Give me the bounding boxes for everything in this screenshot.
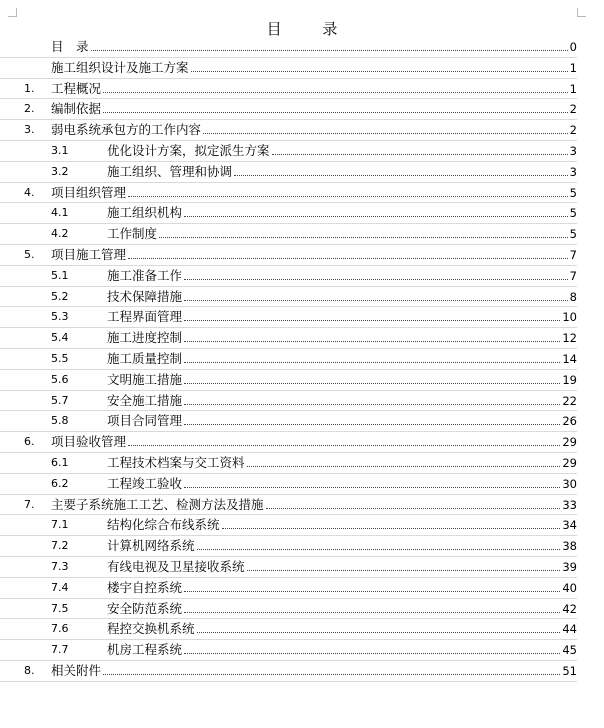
toc-entry-page-number: 19 (562, 372, 577, 387)
toc-dot-leader (184, 278, 568, 280)
toc-entry-line (51, 495, 577, 516)
toc-entry-page-number: 3 (569, 164, 577, 179)
toc-entry-page-number: 38 (562, 539, 577, 554)
toc-dot-leader (247, 465, 561, 467)
toc-entry-page-number: 7 (569, 247, 577, 262)
toc-entry[interactable] (0, 287, 604, 308)
toc-entry-title[interactable]: 文明施工措施 (107, 370, 184, 391)
toc-entry-title[interactable]: 安全防范系统 (107, 599, 184, 620)
toc-entry-line (51, 245, 577, 266)
toc-entry-line (107, 162, 577, 183)
toc-entry-page-number: 34 (562, 518, 577, 533)
toc-entry[interactable] (0, 37, 604, 58)
toc-dot-leader (184, 403, 560, 405)
toc-entry-title[interactable]: 程控交换机系统 (107, 619, 197, 640)
toc-entry-line (107, 203, 577, 224)
toc-entry[interactable] (0, 307, 604, 328)
toc-entry-page-number: 51 (562, 663, 577, 678)
toc-entry-page-number: 5 (569, 206, 577, 221)
toc-entry-line (107, 328, 577, 349)
toc-entry-page-number: 30 (562, 476, 577, 491)
toc-entry-line (107, 411, 577, 432)
toc-entry-line (107, 370, 577, 391)
toc-entry-title[interactable]: 施工进度控制 (107, 328, 184, 349)
toc-entry-line (107, 619, 577, 640)
toc-dot-leader (247, 569, 561, 571)
toc-entry-page-number: 10 (562, 310, 577, 325)
toc-entry-title[interactable]: 编制依据 (51, 99, 103, 120)
toc-entry-number: 7.6 (51, 622, 69, 636)
toc-entry-page-number: 2 (569, 102, 577, 117)
toc-dot-leader (184, 652, 560, 654)
toc-entry-title[interactable]: 项目合同管理 (107, 411, 184, 432)
toc-dot-leader (184, 361, 560, 363)
toc-entry-page-number: 45 (562, 643, 577, 658)
toc-entry-number: 6. (24, 435, 35, 449)
toc-entry-page-number: 0 (569, 40, 577, 54)
toc-entry-title[interactable]: 工程界面管理 (107, 307, 184, 328)
toc-entry-number: 4.1 (51, 206, 69, 220)
toc-entry-page-number: 26 (562, 414, 577, 429)
toc-entry-page-number: 40 (562, 580, 577, 595)
toc-entry-title[interactable]: 弱电系统承包方的工作内容 (51, 120, 203, 141)
page-corner-mark-left (8, 8, 17, 17)
toc-entry-number: 4. (24, 185, 35, 199)
toc-entry[interactable] (0, 370, 604, 391)
toc-entry-line (51, 661, 577, 682)
toc-entry-number: 5.6 (51, 372, 69, 386)
toc-entry-line (107, 266, 577, 287)
toc-entry[interactable] (0, 162, 604, 183)
toc-entry-number: 1. (24, 81, 35, 95)
toc-dot-leader (266, 507, 561, 509)
toc-entry-line (107, 141, 577, 162)
toc-entry-page-number: 5 (569, 185, 577, 200)
toc-dot-leader (184, 423, 560, 425)
toc-dot-leader (197, 548, 561, 550)
toc-entry[interactable] (0, 557, 604, 578)
toc-entry-title[interactable]: 施工组织机构 (107, 203, 184, 224)
toc-entry-page-number: 33 (562, 497, 577, 512)
page-corner-mark-right (577, 8, 586, 17)
toc-entry-line (51, 183, 577, 204)
toc-entry-line (107, 599, 577, 620)
toc-entry-page-number: 5 (569, 227, 577, 242)
toc-entry-number: 5. (24, 247, 35, 261)
toc-dot-leader (128, 444, 560, 446)
toc-dot-leader (184, 215, 568, 217)
toc-entry-number: 7.2 (51, 539, 69, 553)
toc-entry[interactable] (0, 578, 604, 599)
toc-dot-leader (184, 611, 560, 613)
toc-entry-line (107, 640, 577, 661)
toc-entry-number: 6.2 (51, 476, 69, 490)
toc-dot-leader (103, 91, 568, 93)
toc-entry-line (51, 58, 577, 79)
toc-dot-leader (91, 49, 568, 51)
toc-row-underline (0, 681, 577, 682)
toc-entry-number: 5.3 (51, 310, 69, 324)
toc-dot-leader (128, 257, 568, 259)
toc-entry-title[interactable]: 施工组织设计及施工方案 (51, 58, 191, 79)
toc-entry-number: 6.1 (51, 455, 69, 469)
toc-entry-number: 7.1 (51, 518, 69, 532)
toc-entry-page-number: 39 (562, 559, 577, 574)
toc-entry-number: 7.5 (51, 601, 69, 615)
toc-entry-title[interactable]: 优化设计方案，拟定派生方案 (107, 141, 272, 162)
toc-entry-page-number: 1 (569, 81, 577, 96)
toc-entry[interactable] (0, 328, 604, 349)
toc-entry[interactable] (0, 474, 604, 495)
toc-entry[interactable] (0, 245, 604, 266)
toc-dot-leader (103, 673, 560, 675)
toc-entry[interactable] (0, 391, 604, 412)
toc-entry[interactable] (0, 203, 604, 224)
toc-entry-page-number: 1 (569, 60, 577, 75)
toc-dot-leader (234, 174, 568, 176)
toc-entry-page-number: 42 (562, 601, 577, 616)
toc-dot-leader (184, 382, 560, 384)
toc-entry-number: 7.3 (51, 559, 69, 573)
toc-entry-number: 4.2 (51, 227, 69, 241)
toc-entry-line (51, 79, 577, 100)
toc-entry-title[interactable]: 主要子系统施工工艺、检测方法及措施 (51, 495, 266, 516)
toc-entry-title[interactable]: 技术保障措施 (107, 287, 184, 308)
toc-entry-line (107, 557, 577, 578)
toc-entry[interactable] (0, 58, 604, 79)
toc-entry-number: 7.4 (51, 580, 69, 594)
toc-entry[interactable] (0, 640, 604, 661)
toc-entry-title[interactable]: 机房工程系统 (107, 640, 184, 661)
toc-entry-title[interactable]: 安全施工措施 (107, 391, 184, 412)
toc-entry[interactable] (0, 411, 604, 432)
toc-dot-leader (159, 236, 568, 238)
toc-entry-number: 5.8 (51, 414, 69, 428)
toc-entry-title[interactable]: 工程竣工验收 (107, 474, 184, 495)
toc-entry-line (107, 578, 577, 599)
toc-entry-number: 3.1 (51, 143, 69, 157)
toc-entry-line (51, 432, 577, 453)
toc-entry-number: 3. (24, 123, 35, 137)
toc-entry-title[interactable]: 目 录 (51, 37, 91, 58)
toc-dot-leader (128, 195, 568, 197)
toc-dot-leader (184, 299, 568, 301)
table-of-contents (0, 37, 604, 682)
toc-entry-title[interactable]: 施工质量控制 (107, 349, 184, 370)
toc-entry-page-number: 22 (562, 393, 577, 408)
toc-entry[interactable] (0, 536, 604, 557)
toc-entry-page-number: 7 (569, 268, 577, 283)
toc-entry-line (107, 453, 577, 474)
toc-dot-leader (222, 527, 561, 529)
toc-dot-leader (203, 132, 568, 134)
toc-entry-title[interactable]: 项目组织管理 (51, 183, 128, 204)
toc-dot-leader (184, 590, 560, 592)
toc-entry[interactable] (0, 432, 604, 453)
toc-entry[interactable] (0, 619, 604, 640)
toc-entry-number: 5.2 (51, 289, 69, 303)
toc-dot-leader (184, 340, 560, 342)
toc-entry-line (107, 307, 577, 328)
toc-dot-leader (184, 486, 560, 488)
toc-entry-line (107, 349, 577, 370)
toc-entry[interactable] (0, 79, 604, 100)
toc-entry-title[interactable]: 计算机网络系统 (107, 536, 197, 557)
toc-dot-leader (103, 111, 568, 113)
toc-entry-line (107, 474, 577, 495)
toc-entry[interactable] (0, 120, 604, 141)
toc-entry-page-number: 44 (562, 622, 577, 637)
toc-entry-title[interactable]: 相关附件 (51, 661, 103, 682)
toc-entry-number: 5.1 (51, 268, 69, 282)
toc-entry-title[interactable]: 项目施工管理 (51, 245, 128, 266)
toc-entry-title[interactable]: 施工准备工作 (107, 266, 184, 287)
toc-dot-leader (184, 319, 560, 321)
toc-entry-line (107, 536, 577, 557)
toc-entry-number: 3.2 (51, 164, 69, 178)
toc-entry-page-number: 8 (569, 289, 577, 304)
toc-entry-title[interactable]: 项目验收管理 (51, 432, 128, 453)
toc-title: 目 录 (266, 20, 356, 38)
toc-entry-page-number: 14 (562, 351, 577, 366)
toc-entry[interactable] (0, 266, 604, 287)
toc-entry-number: 5.4 (51, 331, 69, 345)
toc-dot-leader (197, 631, 561, 633)
toc-dot-leader (191, 70, 568, 72)
toc-entry-title[interactable]: 工作制度 (107, 224, 159, 245)
toc-entry-title[interactable]: 有线电视及卫星接收系统 (107, 557, 247, 578)
toc-entry[interactable] (0, 515, 604, 536)
toc-entry-page-number: 2 (569, 123, 577, 138)
toc-entry-line (51, 99, 577, 120)
toc-entry-page-number: 3 (569, 143, 577, 158)
toc-entry-line (51, 37, 577, 58)
toc-entry-line (51, 120, 577, 141)
toc-entry-line (107, 515, 577, 536)
toc-entry-number: 2. (24, 102, 35, 116)
toc-entry-number: 5.5 (51, 351, 69, 365)
toc-entry-title[interactable]: 工程概况 (51, 79, 103, 100)
toc-entry[interactable] (0, 183, 604, 204)
toc-entry-page-number: 12 (562, 331, 577, 346)
toc-entry-title[interactable]: 楼宇自控系统 (107, 578, 184, 599)
toc-entry[interactable] (0, 599, 604, 620)
toc-entry[interactable] (0, 495, 604, 516)
toc-entry[interactable] (0, 224, 604, 245)
toc-entry-title[interactable]: 结构化综合布线系统 (107, 515, 222, 536)
toc-entry-page-number: 29 (562, 455, 577, 470)
toc-entry-page-number: 29 (562, 435, 577, 450)
toc-entry[interactable] (0, 661, 604, 682)
toc-entry[interactable] (0, 99, 604, 120)
toc-entry-number: 7.7 (51, 643, 69, 657)
toc-entry-number: 5.7 (51, 393, 69, 407)
toc-entry-line (107, 391, 577, 412)
toc-entry-line (107, 287, 577, 308)
toc-entry-title[interactable]: 施工组织、管理和协调 (107, 162, 234, 183)
toc-entry[interactable] (0, 453, 604, 474)
toc-dot-leader (272, 153, 568, 155)
toc-entry-number: 8. (24, 663, 35, 677)
toc-entry-title[interactable]: 工程技术档案与交工资料 (107, 453, 247, 474)
toc-entry[interactable] (0, 349, 604, 370)
toc-entry-line (107, 224, 577, 245)
toc-entry-number: 7. (24, 497, 35, 511)
toc-entry[interactable] (0, 141, 604, 162)
